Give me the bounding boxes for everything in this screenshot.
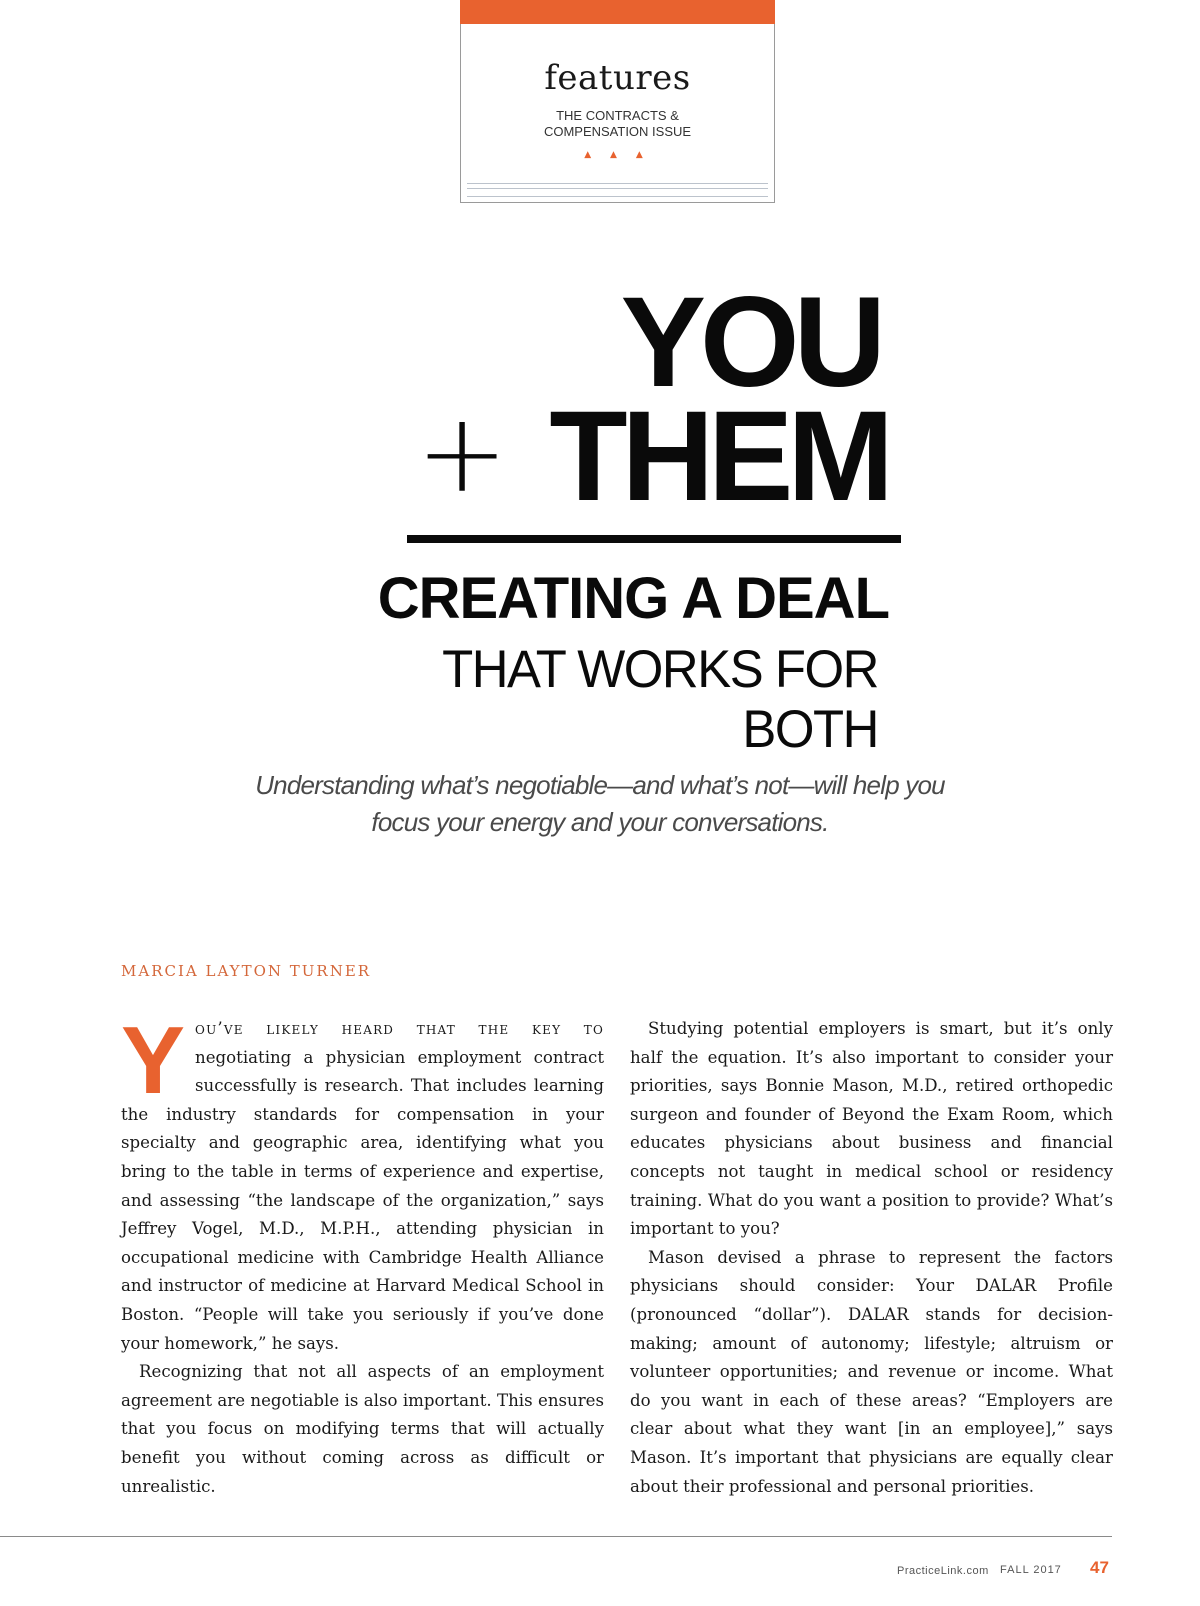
deck-line2: focus your energy and your conversations. [371, 807, 829, 837]
paragraph-1-text: negotiating a physician employment contract successfully is research. That includes learning the industry standards for compensation in your specialty and geographic area, identifying what you bring to the table in terms of experience and expertise, and assessing “the landscape of the organization,” says Jeffrey Vogel, M.D., M.P.H., attending physician in occupational medicine with Cambridge Health Alliance and instructor of medicine at Harvard Medical School in Boston. “People will take you seriously if you’ve done your homework,” he says. [121, 1047, 604, 1353]
article-deck [250, 767, 950, 841]
section-accent-bar [460, 0, 775, 24]
section-title: features [544, 58, 691, 98]
deck-line1: Understanding what’s negotiable—and what’s not—will help you [255, 770, 945, 800]
drop-cap: Y [121, 1007, 186, 1114]
body-paragraph-2: Recognizing that not all aspects of an employment agreement are negotiable is also important. This ensures that you focus on modifying terms that will actually benefit you without coming across as difficult or unrealistic. [121, 1362, 604, 1496]
section-subtitle [461, 108, 774, 140]
footer-issue: FALL 2017 [1000, 1564, 1062, 1576]
footer-site: PracticeLink.com [897, 1565, 989, 1577]
triangle-ornament-icon: ▲ ▲ ▲ [584, 150, 651, 160]
body-column-left [121, 1007, 604, 1501]
body-paragraph-1 [121, 1007, 604, 1358]
section-tab [460, 0, 775, 203]
body-paragraph-3: Studying potential employers is smart, but it’s only half the equation. It’s also important to consider your priorities, says Bonnie Mason, M.D., retired orthopedic surgeon and founder of Beyond the Exam Room, which educates physicians about business and financial concepts not taught in medical school or residency training. What do you want a position to provide? What’s important to you? [630, 1019, 1113, 1239]
decorative-rules [467, 183, 768, 197]
headline-creating-a-deal: CREATING A DEAL [377, 566, 889, 631]
headline-you: YOU [620, 271, 880, 414]
headline-works-for-both: THAT WORKS FOR BOTH [442, 640, 878, 759]
headline-plus: + [416, 389, 509, 517]
lead-in: ou’ve likely heard that the key to [195, 1019, 604, 1038]
page-number: 47 [1090, 1558, 1109, 1577]
footer-rule [0, 1536, 1112, 1537]
headline-them: THEM [549, 385, 888, 528]
section-subtitle-line1: THE CONTRACTS & [556, 108, 679, 123]
body-paragraph-4: Mason devised a phrase to represent the factors physicians should consider: Your DALAR Profile (pronounced “dollar”). DALAR stands for decision-making; amount of autonomy; lifestyle; altruism or volunteer opportunities; and revenue or income. What do you want in each of these areas? “Employers are clear about what they want [in an employee],” says Mason. It’s important that physicians are equally clear about their professional and personal priorities. [630, 1247, 1113, 1496]
section-subtitle-line2: COMPENSATION ISSUE [543, 124, 692, 139]
body-column-right [630, 1015, 1113, 1501]
headline-rule [407, 535, 901, 543]
byline: MARCIA LAYTON TURNER [121, 962, 372, 980]
